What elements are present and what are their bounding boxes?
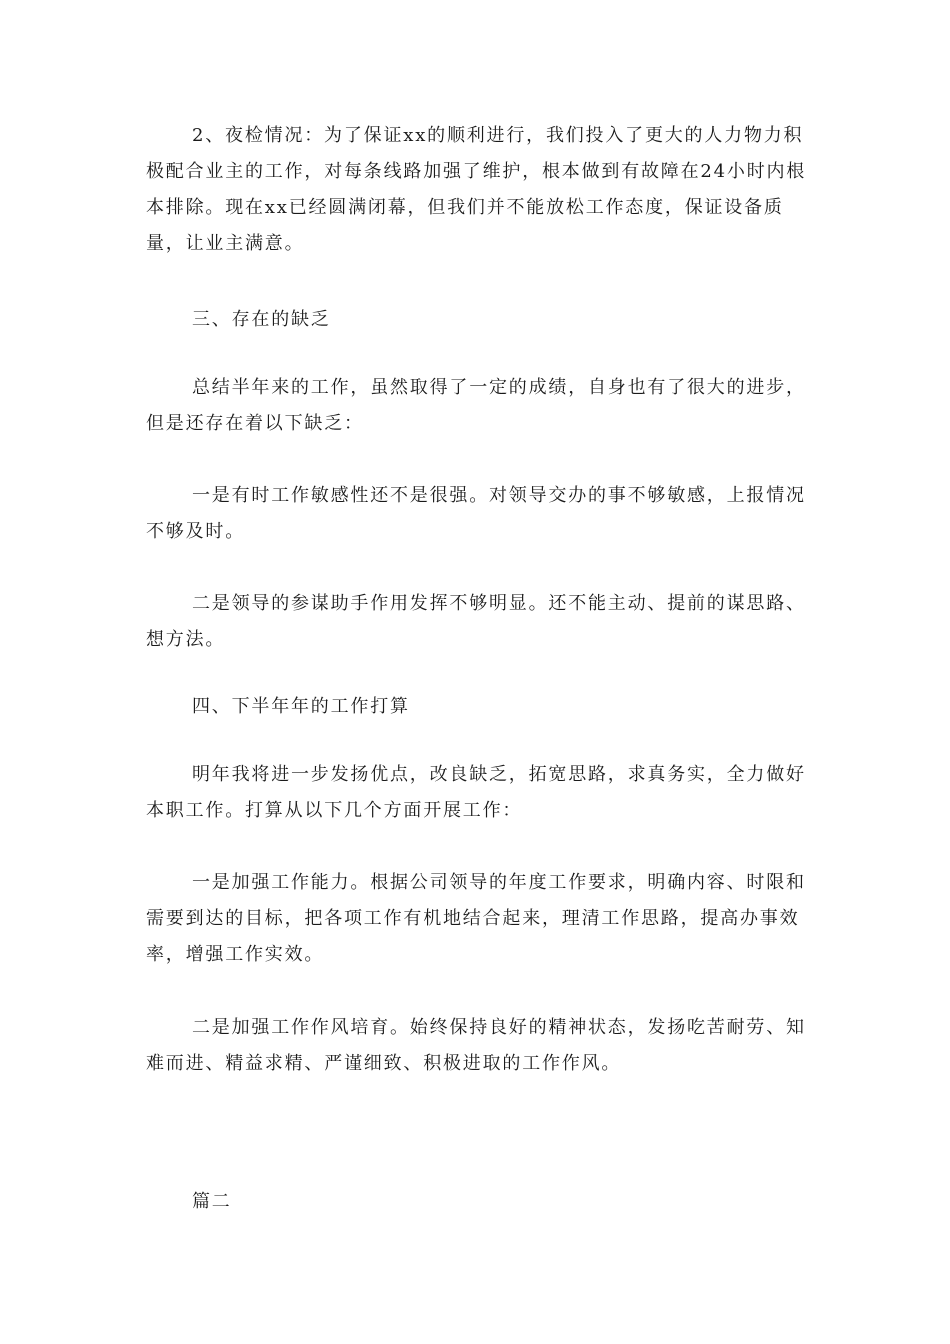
paragraph-work-style: 二是加强工作作风培育。始终保持良好的精神状态，发扬吃苦耐劳、知难而进、精益求精、严谨细致、积极进取的工作作风。 xyxy=(146,1017,806,1074)
paragraph-sensitivity: 一是有时工作敏感性还不是很强。对领导交办的事不够敏感，上报情况不够及时。 xyxy=(146,485,806,542)
part-two-heading: 篇二 xyxy=(192,1191,232,1212)
section-heading-shortcomings: 三、存在的缺乏 xyxy=(192,309,331,330)
section-heading-plan: 四、下半年年的工作打算 xyxy=(192,696,410,717)
paragraph-work-ability: 一是加强工作能力。根据公司领导的年度工作要求，明确内容、时限和需要到达的目标，把各项工作有机地结合起来，理清工作思路，提高办事效率，增强工作实效。 xyxy=(146,872,806,965)
paragraph-advisor-role: 二是领导的参谋助手作用发挥不够明显。还不能主动、提前的谋思路、想方法。 xyxy=(146,593,806,650)
paragraph-next-year: 明年我将进一步发扬优点，改良缺乏，拓宽思路，求真务实，全力做好本职工作。打算从以下几个方面开展工作： xyxy=(146,764,806,821)
paragraph-summary: 总结半年来的工作，虽然取得了一定的成绩，自身也有了很大的进步，但是还存在着以下缺乏： xyxy=(146,377,806,434)
paragraph-night-inspection: 2、夜检情况：为了保证xx的顺利进行，我们投入了更大的人力物力积极配合业主的工作，对每条线路加强了维护，根本做到有故障在24小时内根本排除。现在xx已经圆满闭幕，但我们并不能放松工作态度，保证设备质量，让业主满意。 xyxy=(146,125,807,254)
